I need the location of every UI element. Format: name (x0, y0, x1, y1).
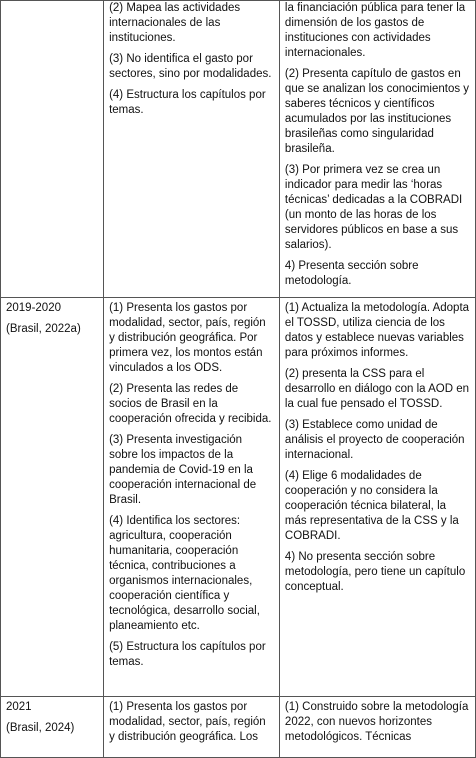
list-item: (1) Presenta los gastos por modalidad, sector, país, región y distribución geográfica. Los (109, 701, 266, 743)
table-row (1, 1, 476, 298)
list-item: (5) Estructura los capítulos por temas. (109, 641, 266, 668)
list-item: (1) Actualiza la metodología. Adopta el TOSSD, utiliza ciencia de los datos y establece nuevas variables para próximos informes. (284, 302, 470, 359)
list-item: (1) Construido sobre la metodología 2022, con nuevos horizontes metodológicos. Técnicas (284, 701, 469, 743)
methodology-cell (279, 1, 475, 298)
source-label: (Brasil, 2024) (6, 722, 75, 734)
list-item: la financiación pública para tener la dimensión de los gastos de instituciones con actividades internacionales. (284, 2, 466, 59)
list-item: (1) Presenta los gastos por modalidad, sector, país, región y distribución geográfica. Por primera vez, los montos están vinculados a los ODS. (109, 302, 266, 374)
list-item: (2) Presenta las redes de socios de Brasil en la cooperación ofrecida y recibida. (109, 383, 272, 425)
table-row (1, 298, 476, 697)
list-item: 4) No presenta sección sobre metodología, pero tiene un capítulo conceptual. (284, 551, 466, 593)
list-item: (3) Por primera vez se crea un indicador para medir las ‘horas técnicas’ dedicadas a la COBRADI (un monto de las horas de los servidores públicos en base a sus salarios). (284, 164, 463, 251)
features-cell (104, 298, 280, 697)
list-item: (2) presenta la CSS para el desarrollo en diálogo con la AOD en la cual fue pensado el TOSSD. (284, 368, 470, 410)
list-item: (3) Presenta investigación sobre los impactos de la pandemia de Covid-19 en la cooperación internacional de Brasil. (109, 434, 257, 506)
features-cell (104, 697, 280, 758)
features-cell (104, 1, 280, 298)
list-item: (3) Establece como unidad de análisis el proyecto de cooperación internacional. (284, 419, 465, 461)
period-cell (1, 1, 104, 298)
table-row (1, 697, 476, 758)
list-item: 4) Presenta sección sobre metodología. (284, 260, 419, 287)
list-item: (3) No identifica el gasto por sectores, sino por modalidades. (109, 53, 272, 80)
list-item: (4) Estructura los capítulos por temas. (109, 89, 266, 116)
period-label: 2019-2020 (6, 302, 61, 314)
period-label: 2021 (6, 701, 32, 713)
list-item: (4) Identifica los sectores: agricultura, cooperación humanitaria, cooperación técnica, contribuciones a organismos internacionales, cooperación científica y tecnológica, desarrollo social, planeamiento etc. (109, 515, 260, 632)
period-cell (1, 697, 104, 758)
source-label: (Brasil, 2022a) (6, 323, 81, 335)
methodology-cell (279, 697, 475, 758)
list-item: (4) Elige 6 modalidades de cooperación y no considera la cooperación técnica bilateral, la más representativa de la CSS y la COBRADI. (284, 470, 459, 542)
period-cell (1, 298, 104, 697)
list-item: (2) Presenta capítulo de gastos en que se analizan los conocimientos y saberes técnicos y científicos acumulados por las instituciones brasileñas como singularidad brasileña. (284, 68, 470, 155)
list-item: (2) Mapea las actividades internacionales de las instituciones. (109, 2, 241, 44)
methodology-cell (279, 298, 475, 697)
